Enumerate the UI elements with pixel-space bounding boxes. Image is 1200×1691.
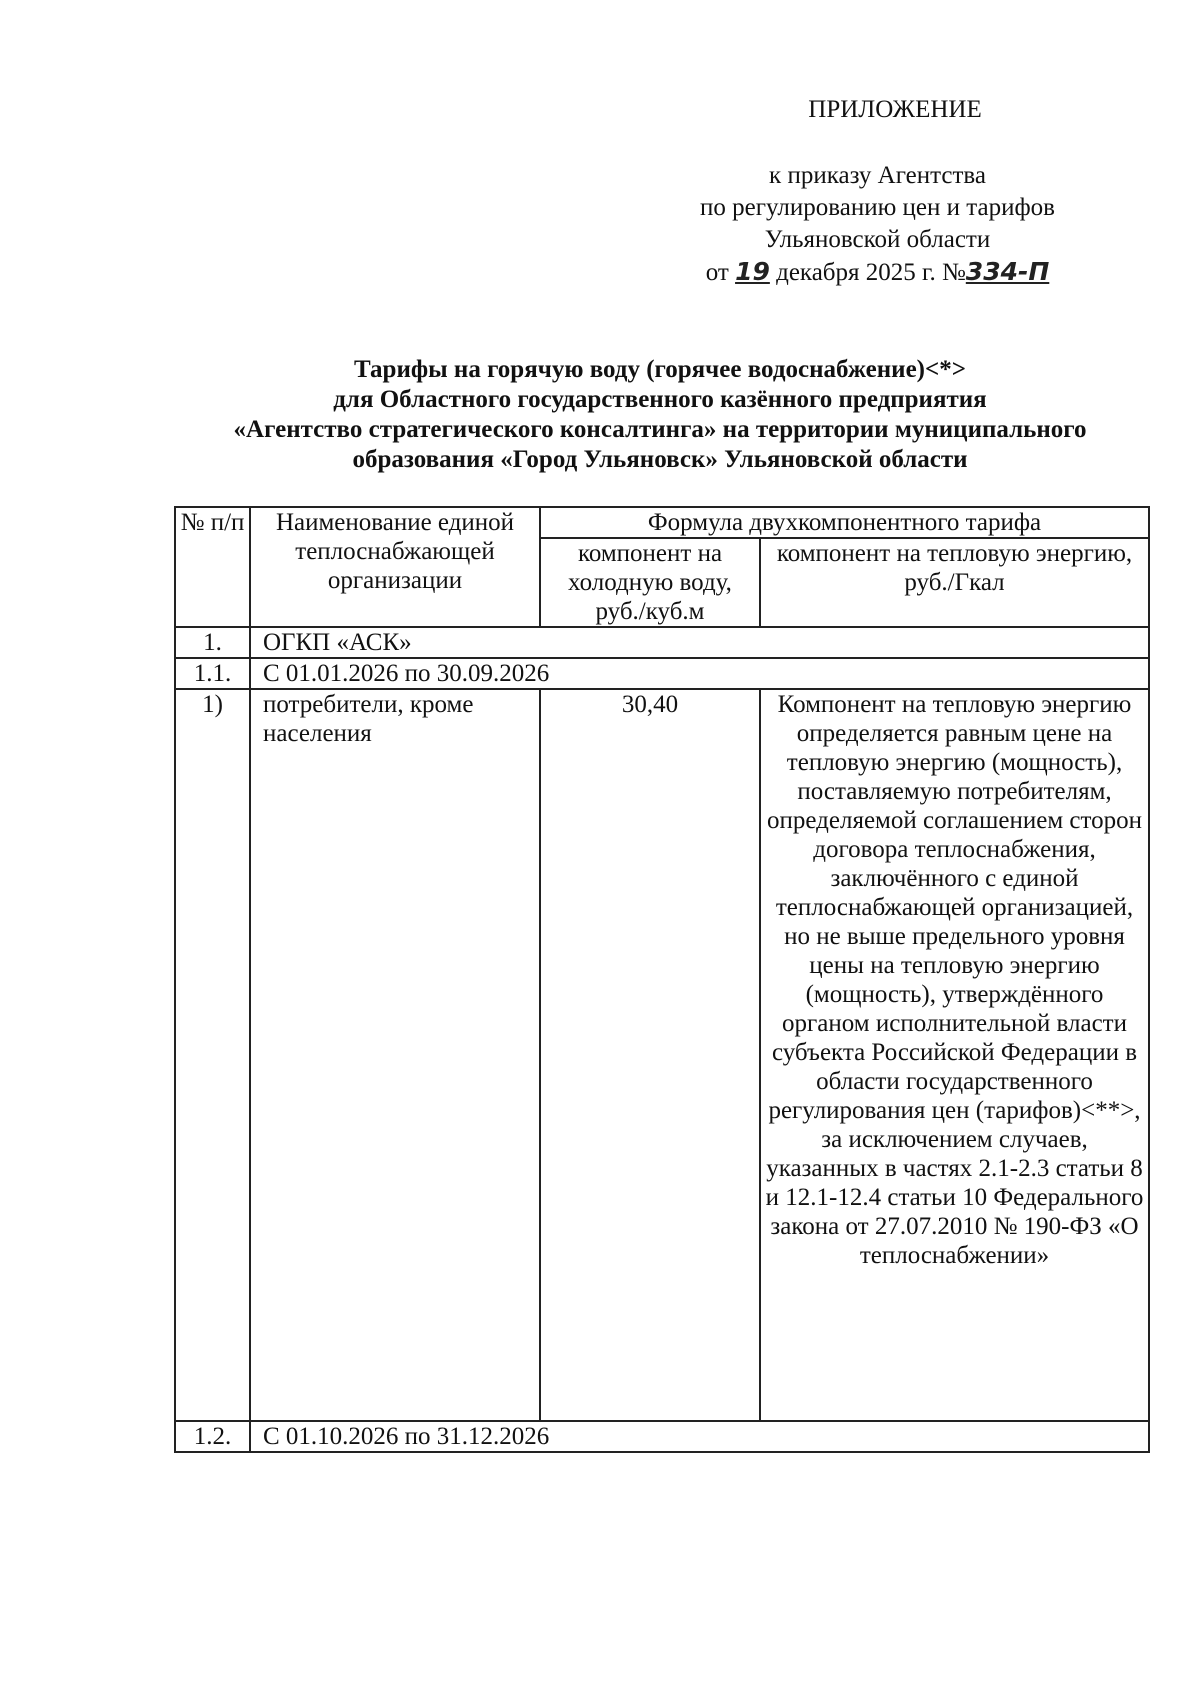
table-row bbox=[175, 627, 1149, 658]
header-num: № п/п bbox=[175, 507, 250, 627]
header-heat-component: компонент на тепловую энергию, руб./Гкал bbox=[760, 538, 1149, 627]
row-text: ОГКП «АСК» bbox=[250, 627, 1149, 658]
header-formula: Формула двухкомпонентного тарифа bbox=[540, 507, 1149, 538]
date-prefix: от bbox=[705, 259, 729, 286]
order-line-1: к приказу Агентства bbox=[769, 162, 986, 189]
handwritten-number: 334-П bbox=[965, 257, 1050, 286]
title-line-2: для Областного государственного казённого предприятия bbox=[333, 386, 987, 413]
header-org: Наименование единой теплоснабжающей организации bbox=[250, 507, 540, 627]
title-line-3: «Агентство стратегического консалтинга» на территории муниципального bbox=[233, 416, 1087, 443]
tariff-table bbox=[174, 506, 1150, 1453]
row-num: 1) bbox=[175, 689, 250, 1421]
order-reference bbox=[640, 160, 1115, 289]
table-row bbox=[175, 689, 1149, 1421]
title-line-4: образования «Город Ульяновск» Ульяновской области bbox=[352, 446, 968, 473]
row-num: 1.2. bbox=[175, 1421, 250, 1452]
row-consumer: потребители, кроме населения bbox=[250, 689, 540, 1421]
order-date-line bbox=[640, 256, 1115, 289]
row-num: 1. bbox=[175, 627, 250, 658]
row-num: 1.1. bbox=[175, 658, 250, 689]
appendix-title: ПРИЛОЖЕНИЕ bbox=[808, 96, 982, 123]
title-line-1: Тарифы на горячую воду (горячее водоснабжение)<*> bbox=[354, 356, 966, 383]
row-heat-description: Компонент на тепловую энергию определяется равным цене на тепловую энергию (мощность), поставляемую потребителям, определяемой соглашением сторон договора теплоснабжения, заключённого с единой теплоснабжающей организацией, но не выше предельного уровня цены на тепловую энергию (мощность), утверждённого органом исполнительной власти субъекта Российской Федерации в области государственного регулирования цен (тарифов)<**>, за исключением случаев, указанных в частях 2.1-2.3 статьи 8 и 12.1-12.4 статьи 10 Федерального закона от 27.07.2010 № 190-ФЗ «О теплоснабжении» bbox=[760, 689, 1149, 1421]
row-text: С 01.10.2026 по 31.12.2026 bbox=[250, 1421, 1149, 1452]
table-row bbox=[175, 1421, 1149, 1452]
document-title bbox=[160, 355, 1160, 475]
row-cold-value: 30,40 bbox=[540, 689, 760, 1421]
row-text: С 01.01.2026 по 30.09.2026 bbox=[250, 658, 1149, 689]
handwritten-day: 19 bbox=[735, 257, 770, 286]
order-line-3: Ульяновской области bbox=[764, 226, 991, 253]
table-row bbox=[175, 658, 1149, 689]
table-header-row bbox=[175, 507, 1149, 538]
date-middle: декабря 2025 г. № bbox=[776, 259, 966, 286]
order-line-2: по регулированию цен и тарифов bbox=[700, 194, 1055, 221]
header-cold-component: компонент на холодную воду, руб./куб.м bbox=[540, 538, 760, 627]
